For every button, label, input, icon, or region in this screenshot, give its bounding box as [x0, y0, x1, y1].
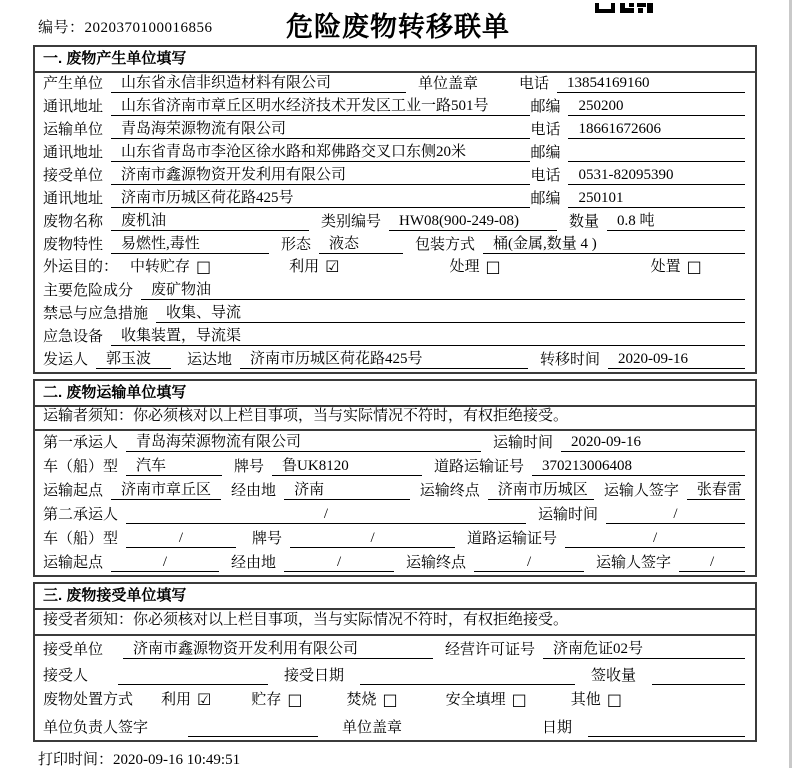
route2-sign-field: / [679, 553, 745, 572]
disposal-option-landfill [446, 691, 527, 709]
first-carrier-row [35, 431, 755, 455]
emergency-measures-row [35, 303, 755, 326]
producer-address-field: 山东省济南市章丘区明水经济技术开发区工业一路501号 [111, 97, 530, 116]
plate2-label: 牌号 [252, 531, 283, 547]
signature-row [35, 714, 755, 740]
transport-time1-field: 2020-09-16 [561, 433, 745, 452]
transfer-time-field: 2020-09-16 [608, 350, 745, 369]
purpose-utilize-label: 利用 [289, 259, 320, 275]
section-receiver [33, 582, 757, 742]
route1-sign-label: 运输人签字 [603, 483, 679, 499]
destination-label: 运达地 [187, 352, 233, 368]
route2-sign-label: 运输人签字 [596, 555, 672, 571]
waste-props-label: 废物特性 [43, 237, 104, 253]
transport-time2-label: 运输时间 [538, 507, 599, 523]
road-license2-field: / [565, 529, 745, 548]
emergency-equipment-row [35, 326, 755, 349]
disposal-option-incinerate [347, 691, 398, 709]
route1-start-label: 运输起点 [43, 483, 104, 499]
vehicle2-type-field: / [126, 529, 236, 548]
route1-end-field: 济南市历城区 [488, 481, 594, 500]
plate1-label: 牌号 [234, 459, 265, 475]
first-carrier-field: 青岛海荣源物流有限公司 [126, 433, 481, 452]
second-carrier-label: 第二承运人 [43, 507, 119, 523]
route1-start-field: 济南市章丘区 [111, 481, 221, 500]
print-time-label: 打印时间： [38, 752, 114, 768]
vehicle1-row [35, 455, 755, 479]
producer-row [35, 73, 755, 96]
purpose-label: 外运目的： [43, 259, 119, 275]
document-header [0, 0, 796, 45]
purpose-treat-label: 处理 [449, 259, 480, 275]
transporter-label: 运输单位 [43, 122, 104, 138]
purpose-option-utilize [289, 258, 339, 276]
purpose-transfer-storage-label: 中转贮存 [130, 259, 191, 275]
disposal-landfill-label: 安全填埋 [445, 691, 506, 708]
packing-field: 桶(金属,数量 4 ) [483, 235, 745, 254]
waste-category-label: 类别编号 [321, 214, 382, 230]
accept-date-field [360, 684, 575, 685]
road-license1-field: 370213006408 [532, 457, 745, 476]
route1-via-field: 济南 [284, 481, 410, 500]
emergency-equipment-field: 收集装置，导流渠 [111, 327, 745, 346]
signed-qty-field [652, 684, 745, 685]
producer-address-row [35, 96, 755, 119]
acceptor-label: 接受人 [43, 668, 89, 684]
plate1-field: 鲁UK8120 [272, 457, 422, 476]
checkbox-disposal-landfill-icon: □ [511, 689, 527, 709]
destination-field: 济南市历城区荷花路425号 [240, 350, 528, 369]
route2-end-field: / [474, 553, 584, 572]
page-title: 危险废物转移联单 [286, 12, 510, 42]
packing-label: 包装方式 [415, 237, 476, 253]
producer-address-label: 通讯地址 [43, 99, 104, 115]
accept-unit-field: 济南市鑫源物资开发利用有限公司 [123, 640, 433, 659]
route1-sign-field: 张春雷 [687, 481, 745, 500]
print-time-value: 2020-09-16 10:49:51 [113, 752, 241, 768]
transporter-row [35, 119, 755, 142]
route1-via-label: 经由地 [231, 483, 277, 499]
purpose-option-transfer-storage [130, 258, 211, 276]
accept-unit-row [35, 636, 755, 662]
waste-name-field: 废机油 [111, 212, 309, 231]
producer-zip-field: 250200 [568, 97, 745, 116]
print-time [38, 748, 796, 769]
producer-name-field: 山东省永信非织造材料有限公司 [111, 74, 406, 93]
transporter-zip-field [568, 161, 745, 162]
transport-time1-label: 运输时间 [493, 435, 554, 451]
unit-signature-field [188, 736, 318, 737]
producer-phone-field: 13854169160 [557, 74, 745, 93]
checkbox-treat-icon: □ [485, 257, 501, 276]
section1-heading: 一. 废物产生单位填写 [35, 47, 755, 73]
waste-form-field: 液态 [319, 235, 403, 254]
route2-start-label: 运输起点 [43, 555, 104, 571]
producer-phone-label: 电话 [518, 76, 549, 92]
shipper-label: 发运人 [43, 352, 89, 368]
second-carrier-row [35, 503, 755, 527]
section2-heading: 二. 废物运输单位填写 [35, 381, 755, 407]
route2-via-label: 经由地 [231, 555, 277, 571]
serial-value: 2020370100016856 [84, 20, 213, 36]
producer-zip-label: 邮编 [530, 99, 561, 115]
disposal-label: 废物处置方式 [43, 691, 134, 708]
vehicle2-type-label: 车（船）型 [43, 531, 119, 547]
disposal-storage-label: 贮存 [251, 691, 282, 708]
acceptor-row [35, 662, 755, 688]
checkbox-dispose-icon: □ [686, 257, 702, 276]
waste-props-row [35, 234, 755, 257]
shipper-name-field: 郭玉波 [96, 350, 171, 369]
emergency-measures-field: 收集、导流 [156, 304, 745, 323]
operating-license-label: 经营许可证号 [445, 642, 536, 658]
purpose-option-dispose [651, 258, 702, 276]
producer-label: 产生单位 [43, 76, 104, 92]
first-carrier-label: 第一承运人 [43, 435, 119, 451]
checkbox-disposal-utilize-icon: ☑ [197, 689, 212, 709]
accept-date-label: 接受日期 [284, 668, 345, 684]
emergency-measures-label: 禁忌与应急措施 [43, 306, 149, 322]
transporter-address-label: 通讯地址 [43, 145, 104, 161]
receiver-phone-label: 电话 [530, 168, 561, 184]
vehicle2-row [35, 527, 755, 551]
hazard-row [35, 280, 755, 303]
hazard-field: 废矿物油 [141, 281, 745, 300]
transport-time2-field: / [606, 505, 745, 524]
road-license2-label: 道路运输证号 [467, 531, 558, 547]
receiver-address-row [35, 188, 755, 211]
transporter-name-field: 青岛海荣源物流有限公司 [111, 120, 530, 139]
section3-heading: 三. 废物接受单位填写 [35, 584, 755, 610]
transporter-address-field: 山东省青岛市李沧区徐水路和郑佛路交叉口东侧20米 [111, 143, 530, 162]
section-transporter [33, 379, 757, 577]
checkbox-disposal-incinerate-icon: □ [382, 689, 398, 709]
purpose-dispose-label: 处置 [650, 259, 681, 275]
disposal-option-other [571, 691, 622, 709]
unit-signature-label: 单位负责人签字 [43, 720, 149, 736]
transporter-phone-label: 电话 [530, 122, 561, 138]
hazard-label: 主要危险成分 [43, 283, 134, 299]
second-carrier-field: / [126, 505, 526, 524]
disposal-option-utilize [161, 691, 211, 709]
receiver-zip-field: 250101 [568, 189, 745, 208]
section-producer [33, 45, 757, 374]
unit-seal2-label: 单位盖章 [342, 720, 403, 736]
receiver-name-field: 济南市鑫源物资开发利用有限公司 [111, 166, 530, 185]
acceptor-name-field [118, 684, 268, 685]
checkbox-utilize-icon: ☑ [325, 257, 340, 276]
disposal-row [35, 688, 755, 714]
accept-unit-label: 接受单位 [43, 642, 104, 658]
unit-seal-label: 单位盖章 [418, 76, 479, 92]
transporter-address-row [35, 142, 755, 165]
emergency-equipment-label: 应急设备 [43, 329, 104, 345]
checkbox-disposal-other-icon: □ [606, 689, 622, 709]
route2-via-field: / [284, 553, 394, 572]
transporter-zip-label: 邮编 [530, 145, 561, 161]
waste-category-field: HW08(900-249-08) [389, 212, 557, 231]
signed-qty-label: 签收量 [591, 668, 637, 684]
page-edge-divider [789, 0, 792, 768]
waste-name-row [35, 211, 755, 234]
route2-end-label: 运输终点 [406, 555, 467, 571]
receiver-notice-text: 接受者须知：你必须核对以上栏目事项，当与实际情况不符时，有权拒绝接受。 [43, 612, 569, 628]
waste-props-field: 易燃性,毒性 [111, 235, 269, 254]
transporter-phone-field: 18661672606 [568, 120, 745, 139]
route1-end-label: 运输终点 [419, 483, 480, 499]
route2-start-field: / [111, 553, 219, 572]
receiver-row [35, 165, 755, 188]
route1-row [35, 479, 755, 503]
vehicle1-type-label: 车（船）型 [43, 459, 119, 475]
receiver-notice-row [35, 610, 755, 636]
waste-name-label: 废物名称 [43, 214, 104, 230]
disposal-utilize-label: 利用 [161, 691, 192, 708]
checkbox-disposal-storage-icon: □ [287, 689, 303, 709]
receiver-label: 接受单位 [43, 168, 104, 184]
transfer-time-label: 转移时间 [540, 352, 601, 368]
date-label: 日期 [542, 720, 573, 736]
serial-label: 编号： [38, 20, 85, 36]
receiver-zip-label: 邮编 [530, 191, 561, 207]
checkbox-transfer-storage-icon: □ [196, 257, 212, 276]
vehicle1-type-field: 汽车 [126, 457, 222, 476]
transporter-notice-row [35, 407, 755, 431]
receiver-address-field: 济南市历城区荷花路425号 [111, 189, 530, 208]
plate2-field: / [290, 529, 455, 548]
purpose-row [35, 257, 755, 280]
transporter-notice-text: 运输者须知：你必须核对以上栏目事项，当与实际情况不符时，有权拒绝接受。 [43, 408, 569, 424]
waste-qty-field: 0.8 吨 [607, 212, 745, 231]
shipper-row [35, 349, 755, 372]
qr-code-icon [595, 0, 653, 10]
disposal-option-storage [251, 691, 302, 709]
road-license1-label: 道路运输证号 [434, 459, 525, 475]
date-field [588, 736, 745, 737]
purpose-option-treat [450, 258, 501, 276]
route2-row [35, 551, 755, 575]
waste-qty-label: 数量 [569, 214, 600, 230]
receiver-address-label: 通讯地址 [43, 191, 104, 207]
waste-form-label: 形态 [281, 237, 312, 253]
disposal-incinerate-label: 焚烧 [346, 691, 377, 708]
operating-license-field: 济南危证02号 [543, 640, 745, 659]
receiver-phone-field: 0531-82095390 [568, 166, 745, 185]
disposal-other-label: 其他 [570, 691, 601, 708]
